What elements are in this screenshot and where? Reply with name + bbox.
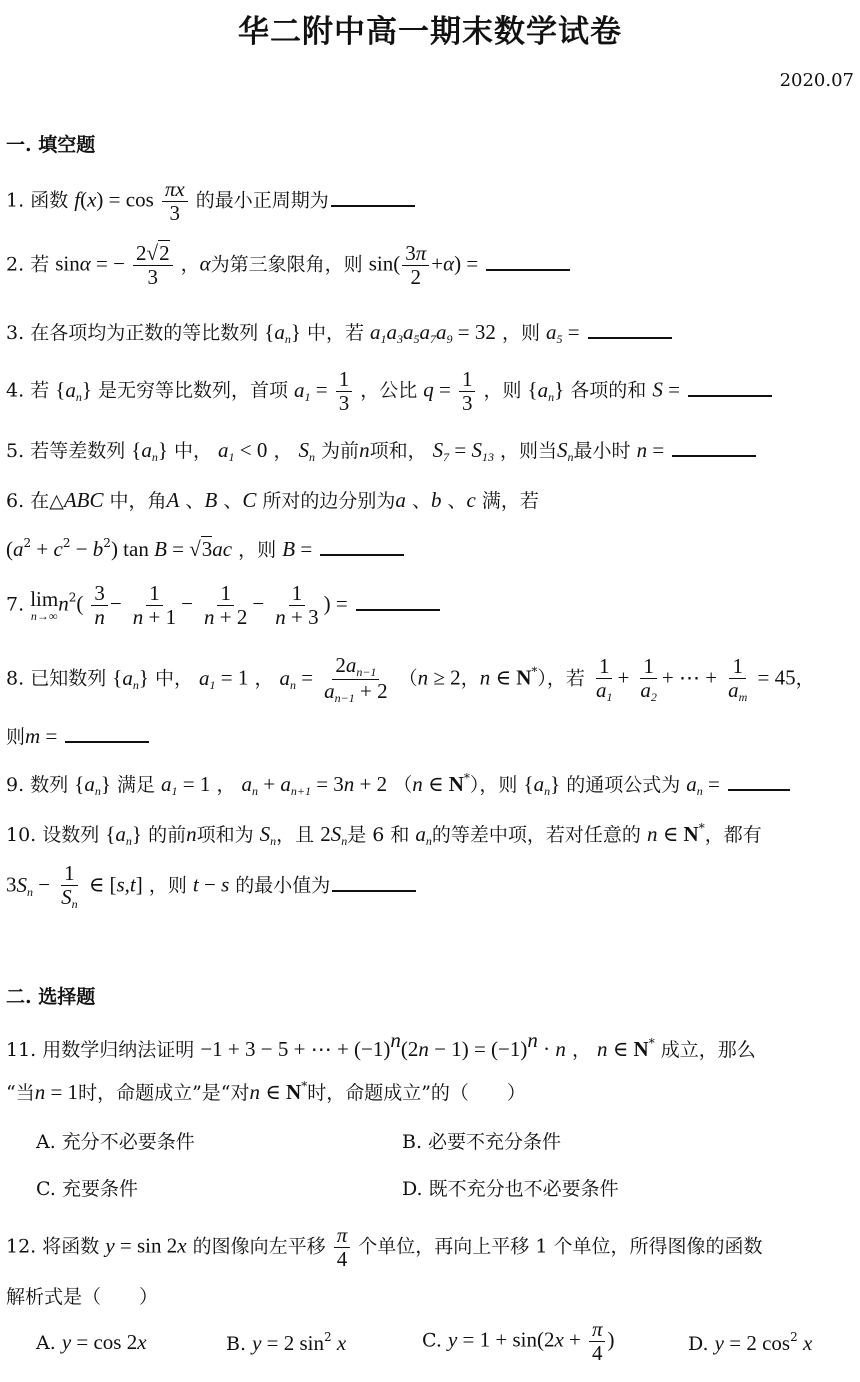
option-12-b[interactable]: B. y = 2 $\sin^2 x$	[226, 1330, 347, 1355]
option-11-c[interactable]: C. 充要条件	[36, 1178, 138, 1200]
question-4: 4. 若 $\{a_n\}$ 是无穷等比数列，首项 $a_1$ = $\frac{1}{3}$ ，公比 q = $\frac{1}{3}$ ，则 $\{a_n\}$ 各项的和 S =	[6, 368, 772, 415]
section-fill-in-blank: 一. 填空题	[6, 134, 96, 156]
option-11-a[interactable]: A. 充分不必要条件	[36, 1131, 195, 1153]
page-title: 华二附中高一期末数学试卷	[238, 14, 622, 50]
question-1: 1. 函数 f(x) = cos $\frac{\pi x}{3}$ 的最小正周期为	[6, 178, 415, 225]
option-12-a[interactable]: A. y = cos 2x	[36, 1330, 147, 1354]
question-7: 7. lim n→∞ $n^2$( $\frac{3}{n}$ − $\frac{1}{n + 1}$ − $\frac{1}{n + 2}$ − $\frac{1}{n + 3}$ ) =	[6, 582, 440, 629]
question-6: 6. 在△ABC 中，角A 、B 、C 所对的边分别为a 、b 、c 满，若	[6, 488, 539, 512]
question-10-cont: $3S_n$ − $\frac{1}{S_n}$ ∈ [s,t] ，则 t − s 的最小值为	[6, 862, 416, 911]
question-2: 2. 若 sinα = − $\frac{2√2}{3}$ ，α为第三象限角，则 sin( $\frac{3\pi}{2}$ +α) =	[6, 242, 570, 289]
exam-date: 2020.07	[779, 70, 854, 91]
answer-blank[interactable]	[331, 187, 415, 207]
answer-blank[interactable]	[672, 437, 756, 457]
answer-blank[interactable]	[65, 723, 149, 743]
question-11: 11. 用数学归纳法证明 −1 + 3 − 5 + ⋯ + $(-1)^n(2n - 1) = (-1)^n \cdot n$ ， n ∈ N* 成立，那么	[6, 1028, 756, 1061]
question-9: 9. 数列 $\{a_n\}$ 满足 $a_1 = 1$ ， $a_n + a_{n+1} = 3n + 2$ （n ∈ N*），则 $\{a_n\}$ 的通项公式为 $a_n$ =	[6, 770, 790, 799]
option-11-d[interactable]: D. 既不充分也不必要条件	[402, 1178, 619, 1200]
section-multiple-choice: 二. 选择题	[6, 986, 96, 1008]
question-8: 8. 已知数列 $\{a_n\}$ 中， $a_1 = 1$ ， $a_n$ = $\frac{2a_{n-1}}{a_{n-1} + 2}$ （n ≥ 2，n ∈ N*），若 $\frac{1}{a_1}$ + $\frac{1}{a_2}$ + ⋯ + $\frac{1}{a_m}$ = 45，	[6, 653, 815, 706]
option-11-b[interactable]: B. 必要不充分条件	[402, 1131, 562, 1153]
answer-blank[interactable]	[728, 771, 790, 791]
q-number: 1.	[6, 189, 25, 212]
answer-blank[interactable]	[486, 251, 570, 271]
answer-blank[interactable]	[320, 536, 404, 556]
option-12-c[interactable]: C. y = 1 + sin(2x + $\frac{\pi}{4}$ )	[422, 1317, 615, 1366]
question-5: 5. 若等差数列 $\{a_n\}$ 中， $a_1 < 0$ ， $S_n$ 为前n项和， $S_7 = S_{13}$ ，则当$S_n$最小时 n =	[6, 436, 756, 465]
question-12-cont: 解析式是（ ）	[6, 1286, 159, 1308]
question-12: 12. 将函数 y = sin 2x 的图像向左平移 $\frac{\pi}{4}$ 个单位，再向上平移 1 个单位，所得图像的函数	[6, 1223, 763, 1272]
question-8-cont: 则m =	[6, 722, 149, 749]
question-10: 10. 设数列 $\{a_n\}$ 的前n项和为 $S_n$，且 $2S_n$是 6 和 $a_n$的等差中项，若对任意的 n ∈ N*，都有	[6, 821, 762, 848]
answer-blank[interactable]	[356, 591, 440, 611]
answer-blank[interactable]	[588, 319, 672, 339]
answer-blank[interactable]	[688, 377, 772, 397]
question-6-cont: $(a^2 + c^2 - b^2)$ tan B = √3ac ，则 B =	[6, 535, 404, 562]
question-11-cont: “当n = 1时，命题成立”是“对n ∈ N*时，命题成立”的（ ）	[6, 1079, 526, 1104]
question-3: 3. 在各项均为正数的等比数列 $\{a_n\}$ 中，若 $a_1a_3a_5a_7a_9 = 32$ ，则 $a_5$ =	[6, 318, 672, 347]
option-12-d[interactable]: D. y = 2 $\cos^2 x$	[688, 1330, 813, 1355]
answer-blank[interactable]	[332, 872, 416, 892]
